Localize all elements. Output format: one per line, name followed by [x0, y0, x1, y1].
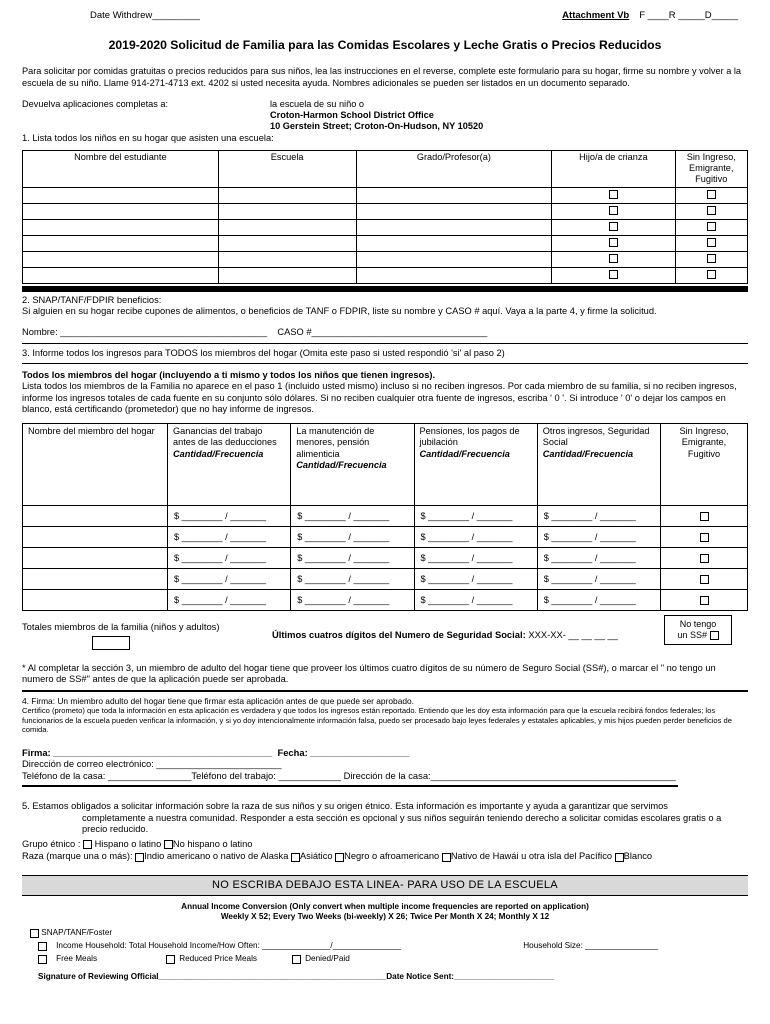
grade-field[interactable] [356, 219, 552, 235]
grade-field[interactable] [356, 203, 552, 219]
case-field[interactable]: CASO #__________________________________ [277, 327, 488, 338]
col-no-income: Sin Ingreso, Emigrante, Fugitivo [675, 150, 748, 187]
no-income-checkbox[interactable] [700, 596, 709, 605]
totals-label: Totales miembros de la familia (niños y adultos) [22, 621, 220, 633]
foster-checkbox[interactable] [609, 238, 618, 247]
col-work: Ganancias del trabajo antes de las deducciones Cantidad/Frecuencia [168, 424, 291, 506]
date-withdrew[interactable]: Date Withdrew_________ [90, 10, 200, 21]
col-pension: Pensiones, los pagos de jubilación Cantidad/Frecuencia [414, 424, 537, 506]
snap-label: SNAP/TANF/Foster [41, 928, 113, 938]
section3-bold: Todos los miembros del hogar (incluyendo a ti mismo y todos los niños que tienen ingresos). [22, 369, 436, 380]
application-form [22, 10, 748, 982]
support-amount-field[interactable]: $ ________ / _______ [291, 569, 414, 590]
free-meals-checkbox[interactable] [38, 955, 47, 964]
table-row [23, 235, 748, 251]
section3-text: Lista todos los miembros de la Familia no aparece en el paso 1 (incluido usted mismo) incluso si no reciben ingresos. Por cada miembro de su familia, si no reciben ingresos, informe los ingresos totales de cada fuente en su conjunto sólo dólares. Si no reciben cualquier otra fuente de ingresos, escriba ' 0 '. Si introduce ' 0' o dejar los campos en blanco, está certificando (prometedor) que no hay informe de ingresos. [22, 381, 737, 414]
foster-checkbox[interactable] [609, 254, 618, 263]
student-name-field[interactable] [23, 203, 219, 219]
section2-fields [22, 327, 748, 338]
income-table [22, 423, 748, 611]
no-income-checkbox[interactable] [700, 533, 709, 542]
date-field[interactable]: Fecha: ___________________ [277, 746, 410, 758]
students-table [22, 150, 748, 284]
email-field[interactable]: Dirección de correo electrónico: ________________________ [22, 758, 282, 770]
non-hispanic-checkbox[interactable] [164, 840, 173, 849]
totals-block [22, 621, 272, 652]
col-no-income: Sin Ingreso, Emigrante, Fugitivo [661, 424, 748, 506]
pension-amount-field[interactable]: $ ________ / _______ [414, 590, 537, 611]
other-amount-field[interactable]: $ ________ / _______ [537, 527, 660, 548]
work-amount-field[interactable]: $ ________ / _______ [168, 548, 291, 569]
other-amount-field[interactable]: $ ________ / _______ [537, 506, 660, 527]
pension-amount-field[interactable]: $ ________ / _______ [414, 506, 537, 527]
pacific-islander-checkbox[interactable] [442, 853, 451, 862]
denied-checkbox[interactable] [292, 955, 301, 964]
foster-checkbox[interactable] [609, 190, 618, 199]
section4-text: Certifico (prometo) que toda la información en esta aplicación es verdadera y que todos los ingresos están reportado. Entiendo que les doy esta información para que la escuela recibirá fondos federales; los funcionarios de la escuela pueden verificar la información, y si yo doy intencionalmente información falsa, puedo ser procesado bajo leyes federales y estatales aplicables, y mis hijos pueden perder beneficios de comida. [22, 706, 733, 735]
no-income-checkbox[interactable] [707, 190, 716, 199]
totals-row [22, 621, 748, 661]
foster-checkbox[interactable] [609, 222, 618, 231]
divider [22, 785, 678, 787]
table-row [23, 219, 748, 235]
return-address [22, 99, 748, 133]
col-foster: Hijo/a de crianza [552, 150, 675, 187]
table-row [23, 506, 748, 527]
other-amount-field[interactable]: $ ________ / _______ [537, 569, 660, 590]
work-amount-field[interactable]: $ ________ / _______ [168, 527, 291, 548]
school-use-banner: NO ESCRIBA DEBAJO ESTA LINEA- PARA USO DE LA ESCUELA [22, 875, 748, 896]
name-field[interactable]: Nombre: ________________________________________ [22, 327, 268, 338]
pension-amount-field[interactable]: $ ________ / _______ [414, 569, 537, 590]
col-school: Escuela [218, 150, 356, 187]
student-name-field[interactable] [23, 187, 219, 203]
col-grade: Grado/Profesor(a) [356, 150, 552, 187]
work-amount-field[interactable]: $ ________ / _______ [168, 569, 291, 590]
foster-checkbox[interactable] [609, 206, 618, 215]
section1-heading: 1. Lista todos los niños en su hogar que asisten una escuela: [22, 132, 274, 143]
return-line-1: la escuela de su niño o [270, 98, 364, 109]
section5-cont: completamente a nuestra comunidad. Responder a esta sección es opcional y sus niños seguirán teniendo derecho a solicitar comidas escolares gratis o a precio reducido. [82, 812, 722, 834]
section3-heading: 3. Informe todos los ingresos para TODOS los miembros del hogar (Omita este paso si usted respondió 'si' al paso 2) [22, 347, 505, 358]
work-amount-field[interactable]: $ ________ / _______ [168, 506, 291, 527]
member-name-field[interactable] [23, 590, 168, 611]
section5-heading: 5. Estamos obligados a solicitar información sobre la raza de sus niños y su origen étnico. Esta información es importante y ayuda a garantizar que servimos [22, 801, 668, 812]
col-other: Otros ingresos, Seguridad Social Cantidad/Frecuencia [537, 424, 660, 506]
no-income-checkbox[interactable] [707, 206, 716, 215]
race-label: Raza (marque una o más): [22, 851, 133, 862]
pacific-islander-label: Nativo de Hawái u otra isla del Pacífico [450, 851, 613, 862]
support-amount-field[interactable]: $ ________ / _______ [291, 527, 414, 548]
table-row [23, 267, 748, 283]
student-name-field[interactable] [23, 219, 219, 235]
table-row [23, 590, 748, 611]
col-student-name: Nombre del estudiante [23, 150, 219, 187]
member-name-field[interactable] [23, 548, 168, 569]
school-field[interactable] [218, 219, 356, 235]
grade-field[interactable] [356, 235, 552, 251]
pension-amount-field[interactable]: $ ________ / _______ [414, 527, 537, 548]
black-checkbox[interactable] [335, 853, 344, 862]
school-field[interactable] [218, 267, 356, 283]
no-tengo-label: No tengo [679, 619, 717, 630]
reduced-meals-checkbox[interactable] [166, 955, 175, 964]
hispanic-checkbox[interactable] [83, 840, 92, 849]
section2-text: Si alguien en su hogar recibe cupones de alimentos, o beneficios de TANF o FDPIR, liste su nombre y CASO # aquí. Vaya a la parte 4, y firme la solicitud. [22, 305, 657, 316]
hispanic-label: Hispano o latino [94, 839, 162, 850]
return-line-2: Croton-Harmon School District Office [270, 110, 434, 121]
no-income-checkbox[interactable] [707, 238, 716, 247]
no-ssn-box [664, 615, 732, 645]
income-household-label[interactable]: Income Household: Total Household Income/How Often: _______________/_______________ [56, 941, 402, 951]
denied-label: Denied/Paid [305, 954, 350, 964]
table-row [23, 569, 748, 590]
income-household-checkbox[interactable] [38, 942, 47, 951]
section2-heading: 2. SNAP/TANF/FDPIR beneficios: [22, 294, 162, 305]
no-income-checkbox[interactable] [707, 270, 716, 279]
ssn-note: * Al completar la sección 3, un miembro de adulto del hogar tiene que proveer los últimos cuatro dígitos de su número de Seguro Social (SS#), o marcar el " no tengo un numero de SS#" antes de que la aplicación puede ser aprobada. [22, 663, 716, 685]
support-amount-field[interactable]: $ ________ / _______ [291, 506, 414, 527]
white-label: Blanco [623, 851, 653, 862]
household-size-field[interactable]: Household Size: ________________ [523, 941, 658, 951]
pension-amount-field[interactable]: $ ________ / _______ [414, 548, 537, 569]
member-name-field[interactable] [23, 569, 168, 590]
grade-field[interactable] [356, 187, 552, 203]
other-amount-field[interactable]: $ ________ / _______ [537, 590, 660, 611]
other-amount-field[interactable]: $ ________ / _______ [537, 548, 660, 569]
return-address-block [270, 99, 483, 133]
col-member: Nombre del miembro del hogar [23, 424, 168, 506]
member-name-field[interactable] [23, 527, 168, 548]
work-amount-field[interactable]: $ ________ / _______ [168, 590, 291, 611]
conversion-rates: Weekly X 52; Every Two Weeks (bi-weekly) X 26; Twice Per Month X 24; Monthly X 12 [220, 912, 550, 922]
signature-row [22, 747, 748, 758]
totals-field[interactable] [92, 636, 130, 650]
grade-field[interactable] [356, 267, 552, 283]
student-name-field[interactable] [23, 267, 219, 283]
divider [22, 343, 748, 344]
intro-text: Para solicitar por comidas gratuitas o precios reducidos para sus niños, lea las instrucciones en el reverse, complete este formulario para su hogar, firme su nombre y volver a la escuela de su niño. Llame 914-271-4713 ext. 4202 si usted necesita ayuda. Nombres adicionales se pueden ser listados en un documento separado. [22, 66, 742, 88]
header-row [22, 10, 748, 22]
page-title: 2019-2020 Solicitud de Familia para las Comidas Escolares y Leche Gratis o Precios Reducidos [108, 37, 662, 52]
determination-row [22, 954, 748, 964]
signature-field[interactable]: Firma: __________________________________________ [22, 746, 273, 758]
asian-label: Asiático [299, 851, 333, 862]
ssn-field[interactable]: XXX-XX- __ __ __ __ [528, 629, 618, 641]
no-income-checkbox[interactable] [707, 254, 716, 263]
race-row [22, 851, 748, 862]
school-field[interactable] [218, 203, 356, 219]
no-income-checkbox[interactable] [707, 222, 716, 231]
snap-row [22, 928, 748, 938]
reduced-meals-label: Reduced Price Meals [179, 954, 258, 964]
student-name-field[interactable] [23, 235, 219, 251]
conversion-title: Annual Income Conversion (Only convert when multiple income frequencies are reported on application) [181, 902, 589, 912]
un-ssn-label: un SS# [677, 630, 707, 641]
ethnic-row [22, 839, 748, 850]
ethnic-label: Grupo étnico : [22, 839, 81, 850]
ssn-label: Últimos cuatros dígitos del Numero de Seguridad Social: [272, 629, 526, 641]
col-support: La manutención de menores, pensión alimenticia Cantidad/Frecuencia [291, 424, 414, 506]
student-name-field[interactable] [23, 251, 219, 267]
non-hispanic-label: No hispano o latino [172, 839, 253, 850]
frd-fields[interactable]: F ____R _____D_____ [639, 10, 738, 21]
free-meals-label: Free Meals [56, 954, 98, 964]
black-label: Negro o afroamericano [344, 851, 440, 862]
table-row [23, 251, 748, 267]
school-field[interactable] [218, 251, 356, 267]
no-income-checkbox[interactable] [700, 512, 709, 521]
income-household-row [22, 941, 748, 951]
section-divider [22, 286, 748, 292]
ssn-block [272, 629, 618, 640]
attachment-label: Attachment Vb F ____R _____D_____ [562, 10, 738, 21]
native-american-label: Indio americano o nativo de Alaska [144, 851, 289, 862]
no-income-checkbox[interactable] [700, 575, 709, 584]
phone-address-field[interactable]: Teléfono de la casa: ________________Teléfono del trabajo: ____________ Dirección de la casa:_______________________________________________ [22, 769, 676, 781]
foster-checkbox[interactable] [609, 270, 618, 279]
white-checkbox[interactable] [615, 853, 624, 862]
no-ssn-checkbox[interactable] [710, 631, 719, 640]
snap-checkbox[interactable] [30, 929, 39, 938]
school-field[interactable] [218, 235, 356, 251]
asian-checkbox[interactable] [291, 853, 300, 862]
table-row [23, 203, 748, 219]
grade-field[interactable] [356, 251, 552, 267]
table-row [23, 187, 748, 203]
table-row [23, 527, 748, 548]
return-line-3: 10 Gerstein Street; Croton-On-Hudson, NY 10520 [270, 121, 484, 132]
support-amount-field[interactable]: $ ________ / _______ [291, 548, 414, 569]
school-use-section [22, 902, 748, 982]
native-american-checkbox[interactable] [135, 853, 144, 862]
official-signature-field[interactable]: Signature of Reviewing Official__________________________________________________Date Notice Sent:______________________ [38, 972, 555, 982]
member-name-field[interactable] [23, 506, 168, 527]
return-label: Devuelva aplicaciones completas a: [22, 98, 169, 109]
divider [22, 363, 748, 364]
school-field[interactable] [218, 187, 356, 203]
table-row [23, 548, 748, 569]
support-amount-field[interactable]: $ ________ / _______ [291, 590, 414, 611]
divider [22, 690, 748, 692]
section4-heading: 4. Firma: Un miembro adulto del hogar tiene que firmar esta aplicación antes de que puede ser aprobado. [22, 695, 414, 706]
no-income-checkbox[interactable] [700, 554, 709, 563]
